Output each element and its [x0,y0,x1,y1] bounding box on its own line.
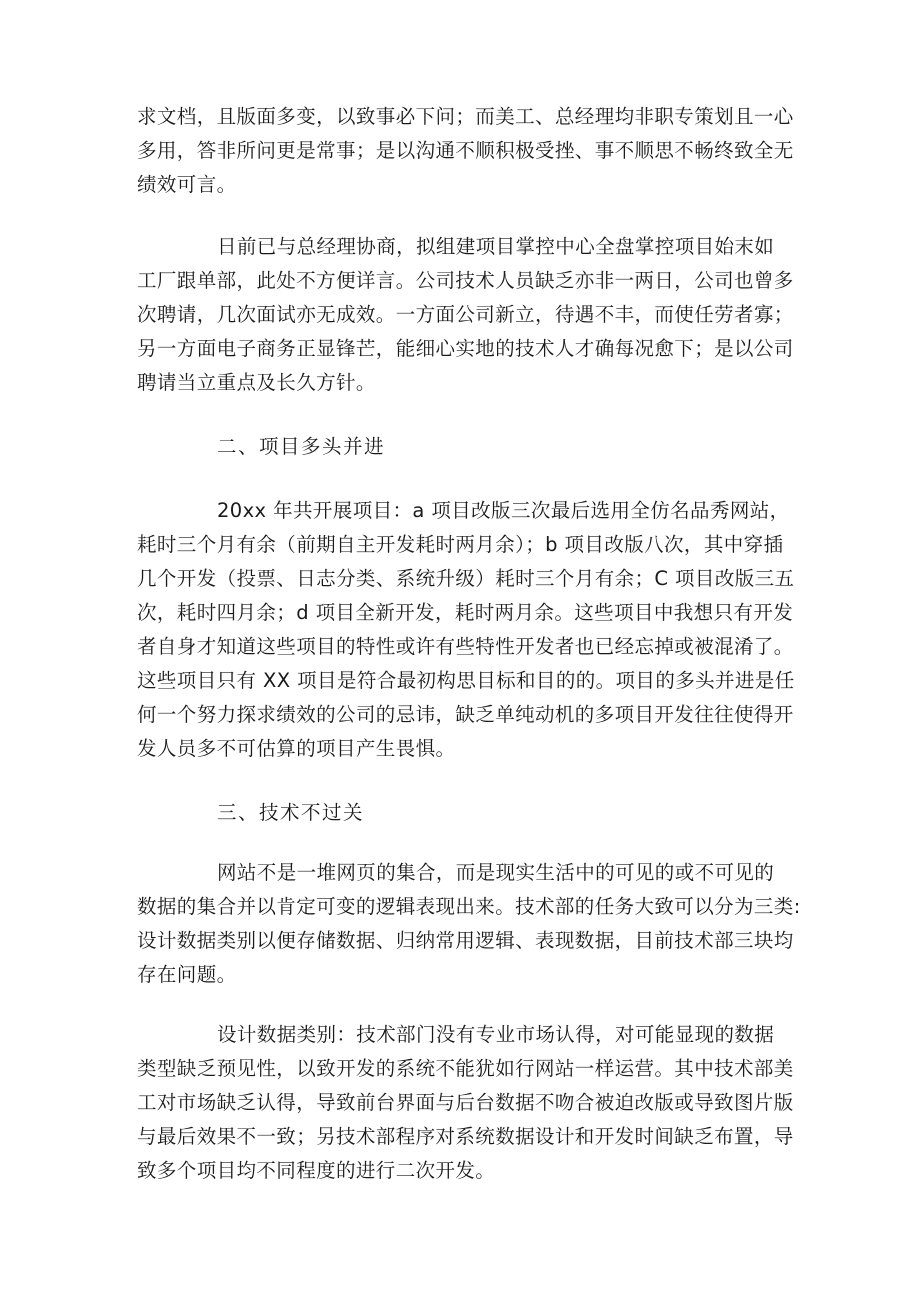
text-line: 这些项目只有 XX 项目是符合最初构思目标和目的的。项目的多头并进是任 [137,669,795,692]
text-line: 次聘请，几次面试亦无成效。一方面公司新立，待遇不丰，而使任劳者寡； [137,303,794,326]
paragraph [137,1018,797,1188]
text-line: 与最后效果不一致；另技术部程序对系统数据设计和开发时间缺乏布置，导 [137,1125,794,1148]
text-line: 日前已与总经理协商，拟组建项目掌控中心全盘掌控项目始末如 [217,235,775,258]
text-line: 求文档，且版面多变，以致事必下问；而美工、总经理均非职专策划且一心 [137,105,794,128]
text-line: 网站不是一堆网页的集合，而是现实生活中的可见的或不可见的 [217,861,775,884]
paragraph [137,100,797,202]
section-heading: 二、项目多头并进 [217,435,386,458]
text-line: 数据的集合并以肯定可变的逻辑表现出来。技术部的任务大致可以分为三类: [137,895,801,918]
text-line: 存在问题。 [137,963,237,986]
section-heading: 三、技术不过关 [217,801,365,824]
text-line: 绩效可言。 [137,173,237,196]
text-line: 耗时三个月有余（前期自主开发耗时两月余）；b 项目改版八次，其中穿插 [137,533,784,556]
text-line: 次，耗时四月余；d 项目全新开发，耗时两月余。这些项目中我想只有开发 [137,601,794,624]
text-line: 设计数据类别以便存储数据、归纳常用逻辑、表现数据，目前技术部三块均 [137,929,794,952]
text-line: 类型缺乏预见性，以致开发的系统不能犹如行网站一样运营。其中技术部美 [137,1057,794,1080]
text-line: 致多个项目均不同程度的进行二次开发。 [137,1159,496,1182]
text-line: 发人员多不可估算的项目产生畏惧。 [137,737,456,760]
text-line: 何一个努力探求绩效的公司的忌讳，缺乏单纯动机的多项目开发往往使得开 [137,703,794,726]
paragraph [137,856,801,992]
text-line: 20xx 年共开展项目：a 项目改版三次最后选用全仿名品秀网站， [217,499,790,522]
text-line: 设计数据类别：技术部门没有专业市场认得，对可能显现的数据 [217,1023,775,1046]
paragraph [137,494,797,766]
text-line: 工厂跟单部，此处不方便详言。公司技术人员缺乏亦非一两日，公司也曾多 [137,269,794,292]
text-line: 几个开发（投票、日志分类、系统升级）耗时三个月有余；C 项目改版三五 [137,567,795,590]
text-line: 聘请当立重点及长久方针。 [137,371,376,394]
text-line: 多用，答非所问更是常事；是以沟通不顺积极受挫、事不顺思不畅终致全无 [137,139,794,162]
document-page [137,100,801,1188]
text-line: 者自身才知道这些项目的特性或许有些特性开发者也已经忘掉或被混淆了。 [137,635,794,658]
text-line: 工对市场缺乏认得，导致前台界面与后台数据不吻合被迫改版或导致图片版 [137,1091,794,1114]
text-line: 另一方面电子商务正显锋芒，能细心实地的技术人才确每况愈下；是以公司 [137,337,794,360]
paragraph [137,230,797,400]
